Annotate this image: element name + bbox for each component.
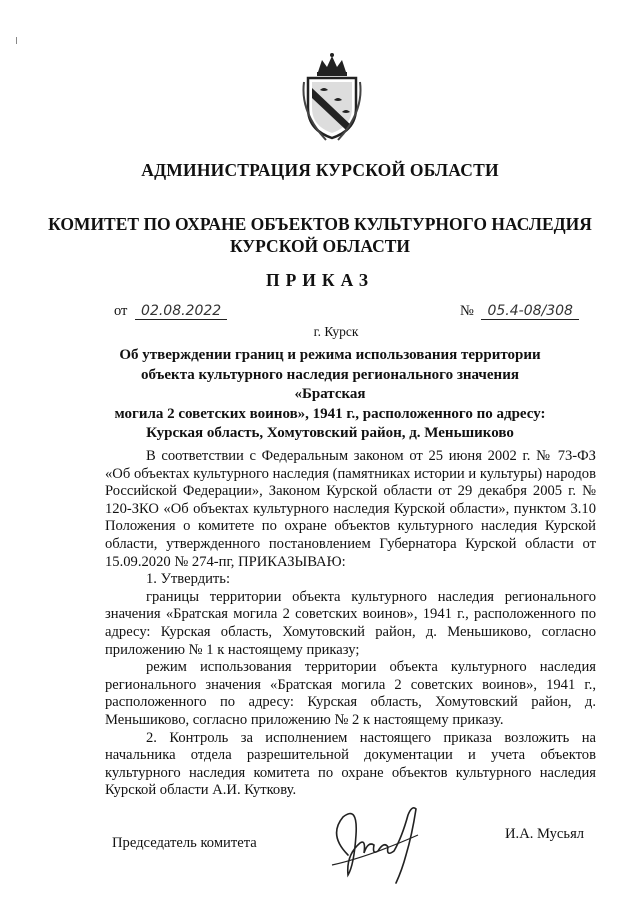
order-title-line4: Курская область, Хомутовский район, д. Меньшиково xyxy=(146,425,514,441)
order-body xyxy=(105,448,596,800)
date-label: от xyxy=(114,303,128,319)
signer-name: И.А. Мусьял xyxy=(505,826,585,842)
administration-heading: АДМИНИСТРАЦИЯ КУРСКОЙ ОБЛАСТИ xyxy=(141,160,499,180)
order-date xyxy=(114,303,227,320)
committee-heading-line2: КУРСКОЙ ОБЛАСТИ xyxy=(229,236,411,256)
order-title-line3: могила 2 советских воинов», 1941 г., расположенного по адресу: xyxy=(114,405,546,422)
date-value: 02.08.2022 xyxy=(135,303,227,320)
committee-heading-line1: КОМИТЕТ ПО ОХРАНЕ ОБЪЕКТОВ КУЛЬТУРНОГО НАСЛЕДИЯ xyxy=(48,214,592,234)
order-title xyxy=(110,346,550,444)
scan-mark xyxy=(16,37,17,44)
signer-title: Председатель комитета xyxy=(112,835,257,851)
city: г. Курск xyxy=(313,324,359,339)
number-label: № xyxy=(460,303,474,319)
body-paragraph-preamble: В соответствии с Федеральным законом от 25 июня 2002 г. № 73-ФЗ «Об объектах культурного наследия (памятниках истории и культуры) народов Российской Федерации», Законом Курской области от 29 декабря 2005 г. № 120-ЗКО «Об объектах культурного наследия Курской области», пунктом 3.10 Положения о комитете по охране объектов культурного наследия Курской области, утвержденного постановлением Губернатора Курской области от 15.09.2020 № 274-пг, ПРИКАЗЫВАЮ: xyxy=(105,448,596,570)
signature-icon xyxy=(318,795,438,890)
body-paragraph-boundaries: границы территории объекта культурного наследия регионального значения «Братская могила 2 советских воинов», 1941 г., расположенного по адресу: Курская область, Хомутовский район, д. Меньшиково, согласно приложению № 1 к настоящему приказу; xyxy=(105,588,596,658)
order-title-line2: объекта культурного наследия регионального значения «Братская xyxy=(141,366,519,402)
document-type: ПРИКАЗ xyxy=(265,270,375,290)
committee-heading xyxy=(0,213,640,257)
body-paragraph-regime: режим использования территории объекта культурного наследия регионального значения «Братская могила 2 советских воинов», 1941 г., расположенного по адресу: Курская область, Хомутовский район, д. Меньшиково, согласно приложению № 2 к настоящему приказу. xyxy=(105,659,596,728)
coat-of-arms-icon xyxy=(296,52,368,142)
order-number xyxy=(460,303,579,320)
body-paragraph-item-2: 2. Контроль за исполнением настоящего приказа возложить на начальника отдела разрешительной документации и учета объектов культурного наследия комитета по охране объектов культурного наследия Курской области А.И. Куткову. xyxy=(105,729,596,799)
body-paragraph-item-1: 1. Утвердить: xyxy=(146,571,231,588)
order-title-line1: Об утверждении границ и режима использования территории xyxy=(119,347,541,363)
number-value: 05.4-08/308 xyxy=(481,303,578,320)
